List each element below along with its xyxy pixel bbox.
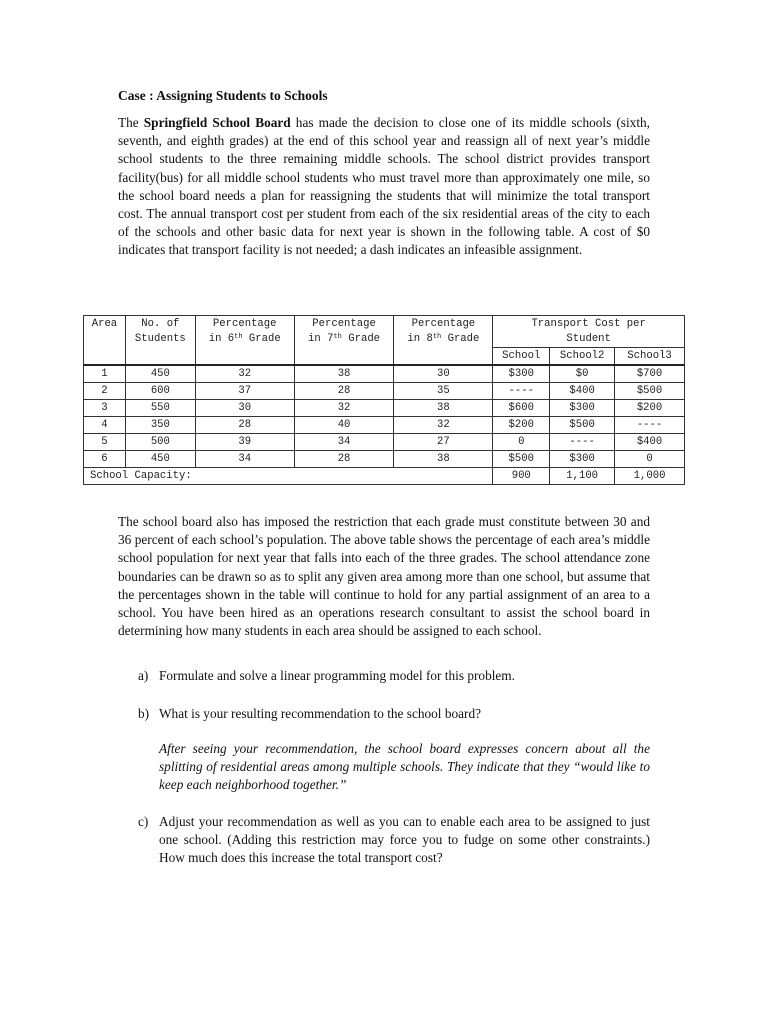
cell-cost-school2: $400 [550, 383, 615, 400]
header-area: Area [84, 316, 126, 366]
header-school3: School3 [615, 348, 685, 366]
header-cost-line1: Transport Cost per [531, 318, 646, 330]
table-row [84, 365, 685, 383]
cell-grade7: 38 [294, 365, 394, 383]
cell-students: 450 [125, 365, 195, 383]
cell-grade8: 27 [394, 434, 493, 451]
cell-grade6: 37 [195, 383, 294, 400]
question-b-text: What is your resulting recommendation to the school board? [159, 706, 481, 721]
header-grade6-in: in 6 [208, 333, 235, 345]
cell-cost-school2: $300 [550, 451, 615, 468]
cell-area: 6 [84, 451, 126, 468]
table-row [84, 383, 685, 400]
cell-cost-school1: $300 [493, 365, 550, 383]
cell-grade7: 28 [294, 451, 394, 468]
cell-grade8: 32 [394, 417, 493, 434]
cell-cost-school1: $600 [493, 400, 550, 417]
cell-area: 3 [84, 400, 126, 417]
intro-board-name: Springfield School Board [143, 115, 291, 130]
intro-body: has made the decision to close one of its middle schools (sixth, seventh, and eighth grades) at the end of this school year and reassign all of next year’s middle school students to the three remaining middle schools. The school district provides transport facility(bus) for all middle school students who must travel more than approximately one mile, so the school board needs a plan for reassigning the students that will minimize the total transport cost. The annual transport cost per student from each of the six residential areas of the city to each of the schools and other basic data for next year is shown in the following table. A cost of $0 indicates that transport facility is not needed; a dash indicates an infeasible assignment. [118, 115, 650, 258]
cell-grade7: 28 [294, 383, 394, 400]
cell-cost-school1: ---- [493, 383, 550, 400]
cell-students: 600 [125, 383, 195, 400]
cell-cost-school3: $400 [615, 434, 685, 451]
header-cost-line2: Student [566, 333, 611, 345]
capacity-label: School Capacity: [84, 468, 493, 485]
table-row [84, 417, 685, 434]
question-a-text: Formulate and solve a linear programming model for this problem. [159, 668, 515, 683]
intro-paragraph [118, 114, 650, 260]
cell-cost-school1: $200 [493, 417, 550, 434]
header-students-line2: Students [134, 333, 186, 345]
header-grade7-sup: th [333, 333, 342, 341]
question-b [138, 705, 650, 723]
capacity-school2: 1,100 [550, 468, 615, 485]
cell-students: 550 [125, 400, 195, 417]
cell-area: 5 [84, 434, 126, 451]
question-c-label: c) [138, 814, 149, 829]
cell-grade7: 40 [294, 417, 394, 434]
cell-cost-school2: $0 [550, 365, 615, 383]
header-school2: School2 [550, 348, 615, 366]
cell-grade8: 35 [394, 383, 493, 400]
header-grade8-in: in 8 [407, 333, 433, 345]
table-row [84, 434, 685, 451]
intro-lead: The [118, 115, 144, 130]
cell-grade8: 38 [394, 400, 493, 417]
capacity-school1: 900 [493, 468, 550, 485]
header-grade8 [394, 316, 493, 366]
cell-grade6: 28 [195, 417, 294, 434]
capacity-school3: 1,000 [615, 468, 685, 485]
cell-grade6: 30 [195, 400, 294, 417]
header-grade7 [294, 316, 394, 366]
cell-cost-school3: $700 [615, 365, 685, 383]
header-grade7-grade: Grade [341, 333, 381, 345]
data-table [83, 315, 685, 485]
table-row [84, 400, 685, 417]
cell-students: 450 [125, 451, 195, 468]
cell-cost-school1: 0 [493, 434, 550, 451]
cell-grade6: 34 [195, 451, 294, 468]
question-b-label: b) [138, 706, 150, 721]
cell-cost-school2: $500 [550, 417, 615, 434]
cell-grade6: 32 [195, 365, 294, 383]
cell-grade7: 34 [294, 434, 394, 451]
question-c-text: Adjust your recommendation as well as you can to enable each area to be assigned to just one school. (Adding this restriction may force you to fudge on some other constraints.) How much does this increase the total transport cost? [159, 814, 650, 866]
header-grade6-grade: Grade [242, 333, 281, 345]
cell-grade8: 38 [394, 451, 493, 468]
cell-grade6: 39 [195, 434, 294, 451]
header-students [125, 316, 195, 366]
header-school1: School [493, 348, 550, 366]
cell-students: 500 [125, 434, 195, 451]
question-c [138, 813, 650, 868]
board-concern-text: After seeing your recommendation, the school board expresses concern about all the splitting of residential areas among multiple schools. They indicate that they “would like to keep each neighborhood together.” [159, 741, 650, 793]
capacity-row [84, 468, 685, 485]
header-grade8-grade: Grade [441, 333, 480, 345]
case-title: Case : Assigning Students to Schools [118, 88, 328, 103]
table-row [84, 451, 685, 468]
cell-students: 350 [125, 417, 195, 434]
header-grade8-sup: th [432, 333, 442, 341]
cell-area: 1 [84, 365, 126, 383]
header-grade8-line1: Percentage [411, 318, 476, 330]
header-students-line1: No. of [141, 318, 180, 330]
cell-cost-school3: $500 [615, 383, 685, 400]
cell-cost-school3: 0 [615, 451, 685, 468]
header-grade6-line1: Percentage [212, 318, 277, 330]
question-a [138, 667, 650, 685]
cell-cost-school2: $300 [550, 400, 615, 417]
cell-cost-school2: ---- [550, 434, 615, 451]
cell-area: 2 [84, 383, 126, 400]
cell-cost-school1: $500 [493, 451, 550, 468]
header-transport-cost [493, 316, 685, 348]
board-concern [138, 740, 650, 795]
cell-cost-school3: $200 [615, 400, 685, 417]
header-grade7-in: in 7 [308, 333, 334, 345]
cell-grade8: 30 [394, 365, 493, 383]
cell-grade7: 32 [294, 400, 394, 417]
cell-area: 4 [84, 417, 126, 434]
header-grade6 [195, 316, 294, 366]
cell-cost-school3: ---- [615, 417, 685, 434]
header-grade7-line1: Percentage [312, 318, 376, 330]
question-a-label: a) [138, 668, 149, 683]
constraint-paragraph: The school board also has imposed the restriction that each grade must constitute between 30 and 36 percent of each school’s population. The above table shows the percentage of each area’s middle school population for next year that falls into each of the three grades. The school attendance zone boundaries can be drawn so as to split any given area among more than one school, but assume that the percentages shown in the table will continue to hold for any partial assignment of an area to a school. You have been hired as an operations research consultant to assist the school board in determining how many students in each area should be assigned to each school. [118, 514, 650, 639]
header-grade6-sup: th [234, 333, 243, 341]
